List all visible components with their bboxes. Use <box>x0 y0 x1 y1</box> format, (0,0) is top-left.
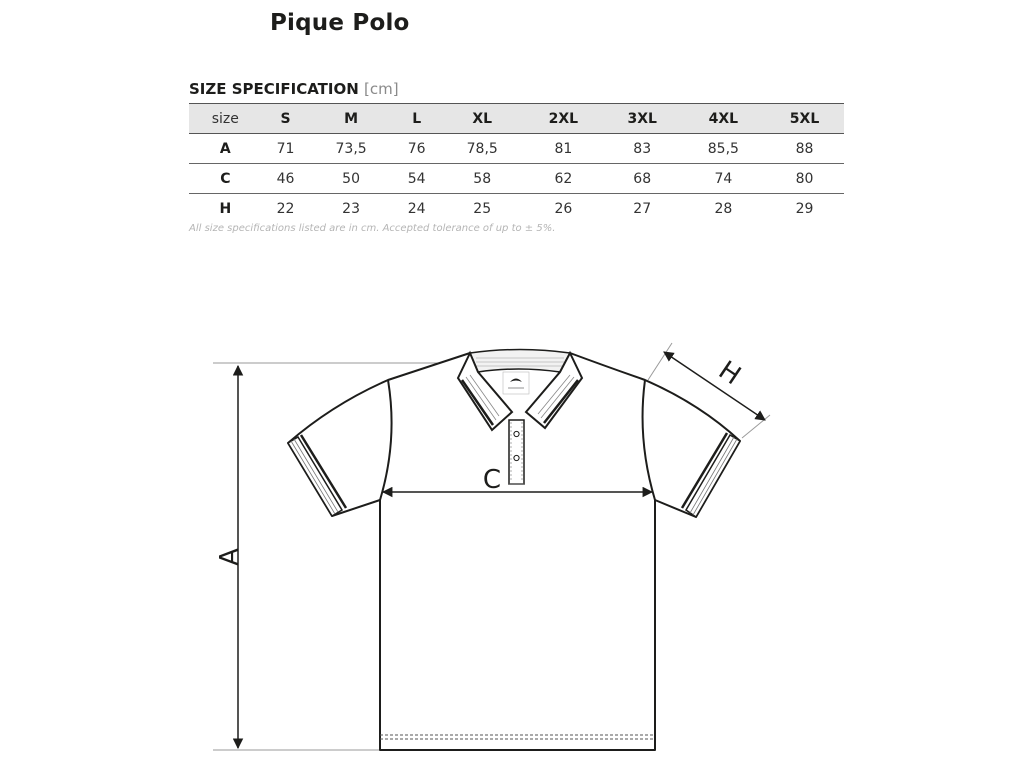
table-cell: 81 <box>554 140 573 157</box>
table-cell: 74 <box>714 170 733 187</box>
spec-heading-unit: [cm] <box>364 80 399 98</box>
table-cell: 50 <box>342 170 360 187</box>
table-cell: 46 <box>276 170 295 187</box>
table-cell: 23 <box>342 200 360 217</box>
table-cell: 62 <box>554 170 573 187</box>
table-cell: 83 <box>633 140 652 157</box>
row-label: C <box>220 170 231 187</box>
product-title: Pique Polo <box>270 10 410 36</box>
size-header-label: size <box>211 110 239 127</box>
table-cell: 80 <box>795 170 814 187</box>
dimension-a-label: A <box>215 548 245 566</box>
dimension-h-label: H <box>712 355 746 392</box>
table-cell: 26 <box>554 200 573 217</box>
spec-heading-text: SIZE SPECIFICATION <box>189 80 359 98</box>
size-header-5xl: 5XL <box>789 110 820 127</box>
size-header-m: M <box>344 110 359 127</box>
size-header-2xl: 2XL <box>548 110 579 127</box>
brand-label-icon <box>503 372 529 394</box>
button-icon <box>514 455 519 460</box>
table-cell: 27 <box>633 200 652 217</box>
size-header-3xl: 3XL <box>627 110 657 127</box>
table-cell: 71 <box>276 140 295 157</box>
table-cell: 25 <box>473 200 492 217</box>
table-cell: 28 <box>714 200 733 217</box>
table-cell: 29 <box>795 200 814 217</box>
table-cell: 88 <box>795 140 814 157</box>
table-cell: 73,5 <box>335 140 367 157</box>
table-cell: 68 <box>633 170 652 187</box>
tolerance-note: All size specifications listed are in cm. Accepted tolerance of up to ± 5%. <box>189 223 556 234</box>
size-header-xl: XL <box>472 110 493 127</box>
button-icon <box>514 431 519 436</box>
table-cell: 85,5 <box>707 140 739 157</box>
table-cell: 78,5 <box>466 140 498 157</box>
row-label: H <box>219 200 232 217</box>
table-cell: 22 <box>276 200 295 217</box>
table-cell: 54 <box>407 170 426 187</box>
size-header-l: L <box>412 110 422 127</box>
collar-back <box>470 350 570 373</box>
table-cell: 58 <box>473 170 492 187</box>
dimension-h-guide <box>648 343 672 380</box>
size-header-4xl: 4XL <box>708 110 739 127</box>
dimension-h-guide <box>742 415 770 438</box>
table-cell: 24 <box>407 200 426 217</box>
size-header-s: S <box>280 110 291 127</box>
table-cell: 76 <box>407 140 426 157</box>
row-label: A <box>219 140 231 157</box>
dimension-c-label: C <box>482 465 502 495</box>
shirt-outline <box>288 353 740 750</box>
